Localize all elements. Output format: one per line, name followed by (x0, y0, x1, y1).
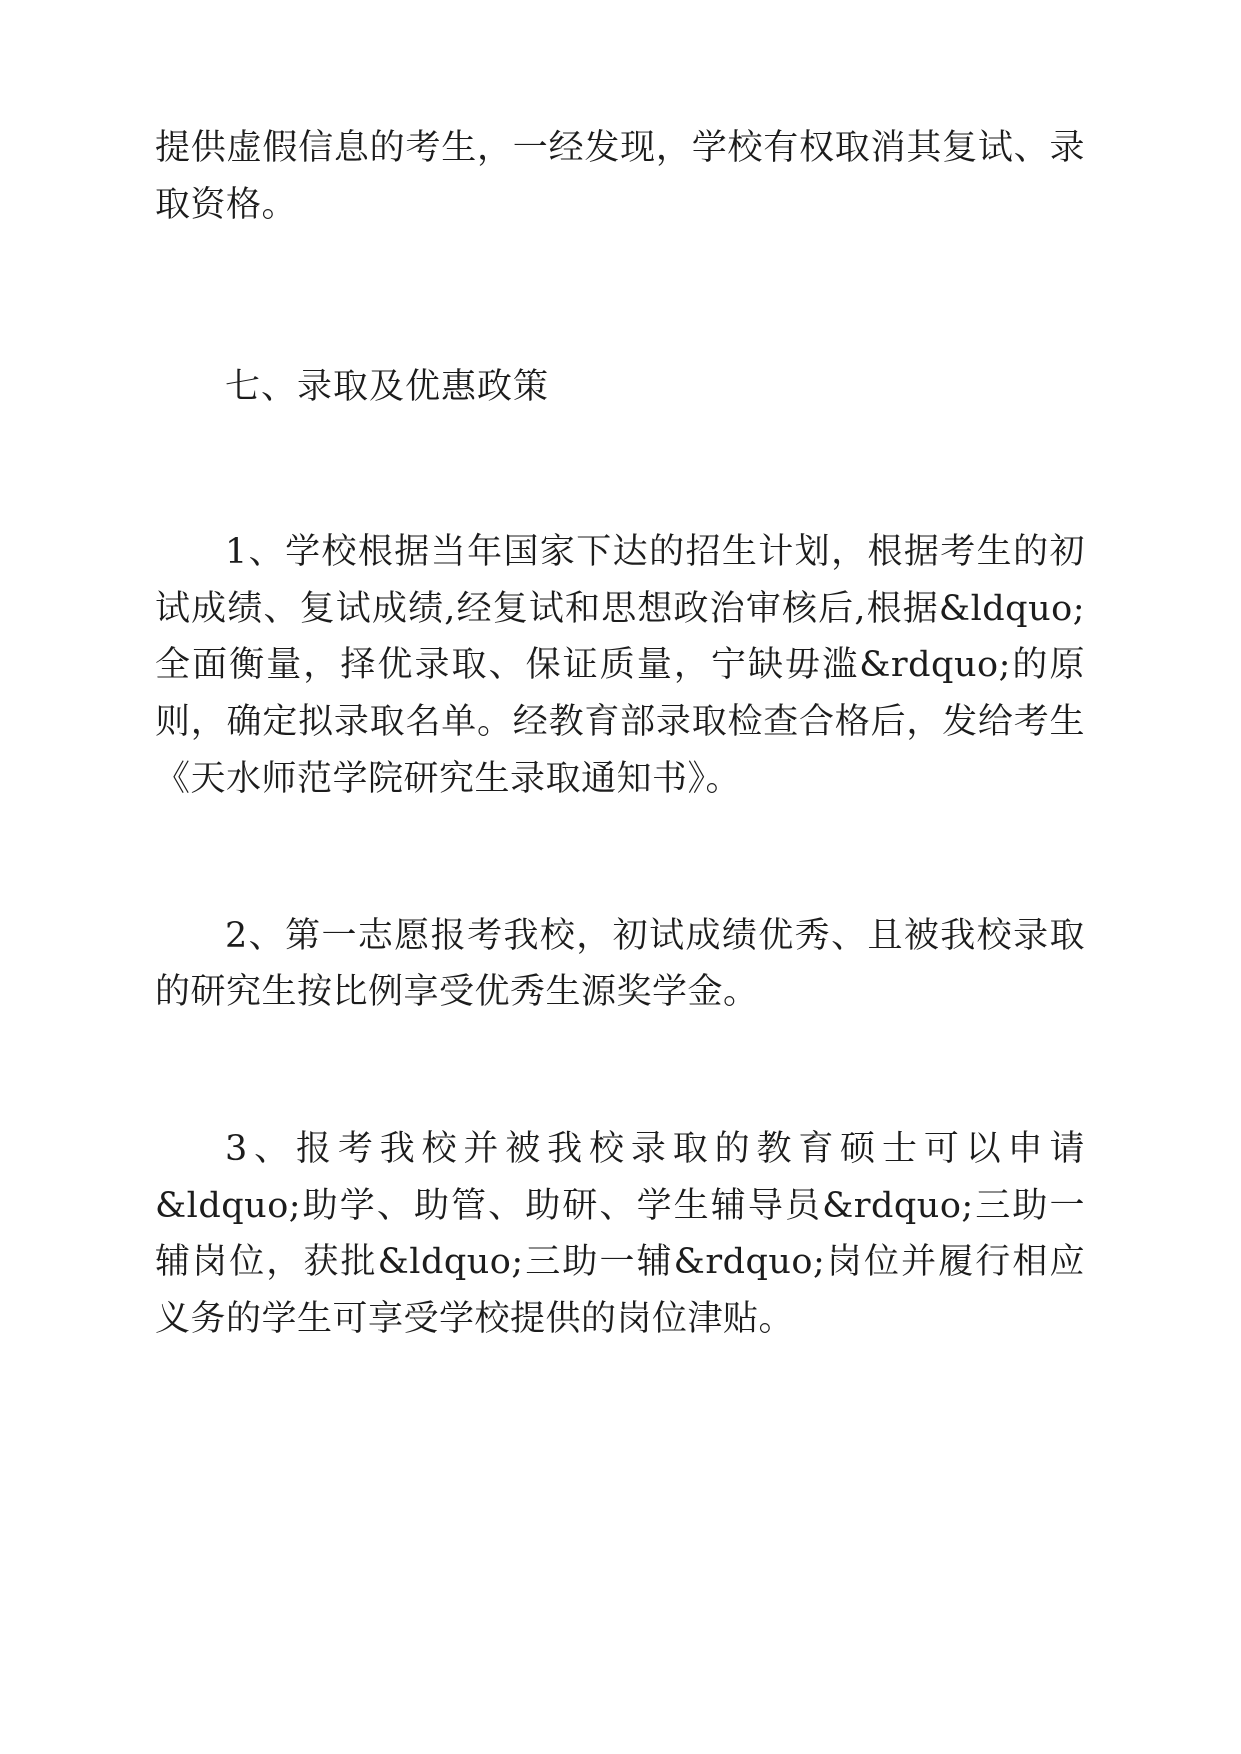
section-heading-7: 七、录取及优惠政策 (225, 367, 550, 408)
paragraph-item-3: 3、报考我校并被我校录取的教育硕士可以申请&ldquo;助学、助管、助研、学生辅导员&rdquo;三助一辅岗位，获批&ldquo;三助一辅&rdquo;岗位并履行相应义务的学生可享受学校提供的岗位津贴。 (155, 1128, 1085, 1339)
paragraph-item-2: 2、第一志愿报考我校，初试成绩优秀、且被我校录取的研究生按比例享受优秀生源奖学金。 (155, 915, 1085, 1013)
paragraph-item-1: 1、学校根据当年国家下达的招生计划，根据考生的初试成绩、复试成绩,经复试和思想政治审核后,根据&ldquo;全面衡量，择优录取、保证质量，宁缺毋滥&rdquo;的原则，确定拟录取名单。经教育部录取检查合格后，发给考生《天水师范学院研究生录取通知书》。 (155, 532, 1085, 799)
paragraph-spacer (155, 416, 1085, 524)
document-body (155, 120, 1085, 1348)
paragraph-spacer (155, 808, 1085, 908)
paragraph-intro: 提供虚假信息的考生，一经发现，学校有权取消其复试、录取资格。 (155, 128, 1085, 225)
paragraph-spacer (155, 1021, 1085, 1121)
paragraph-spacer (155, 233, 1085, 359)
